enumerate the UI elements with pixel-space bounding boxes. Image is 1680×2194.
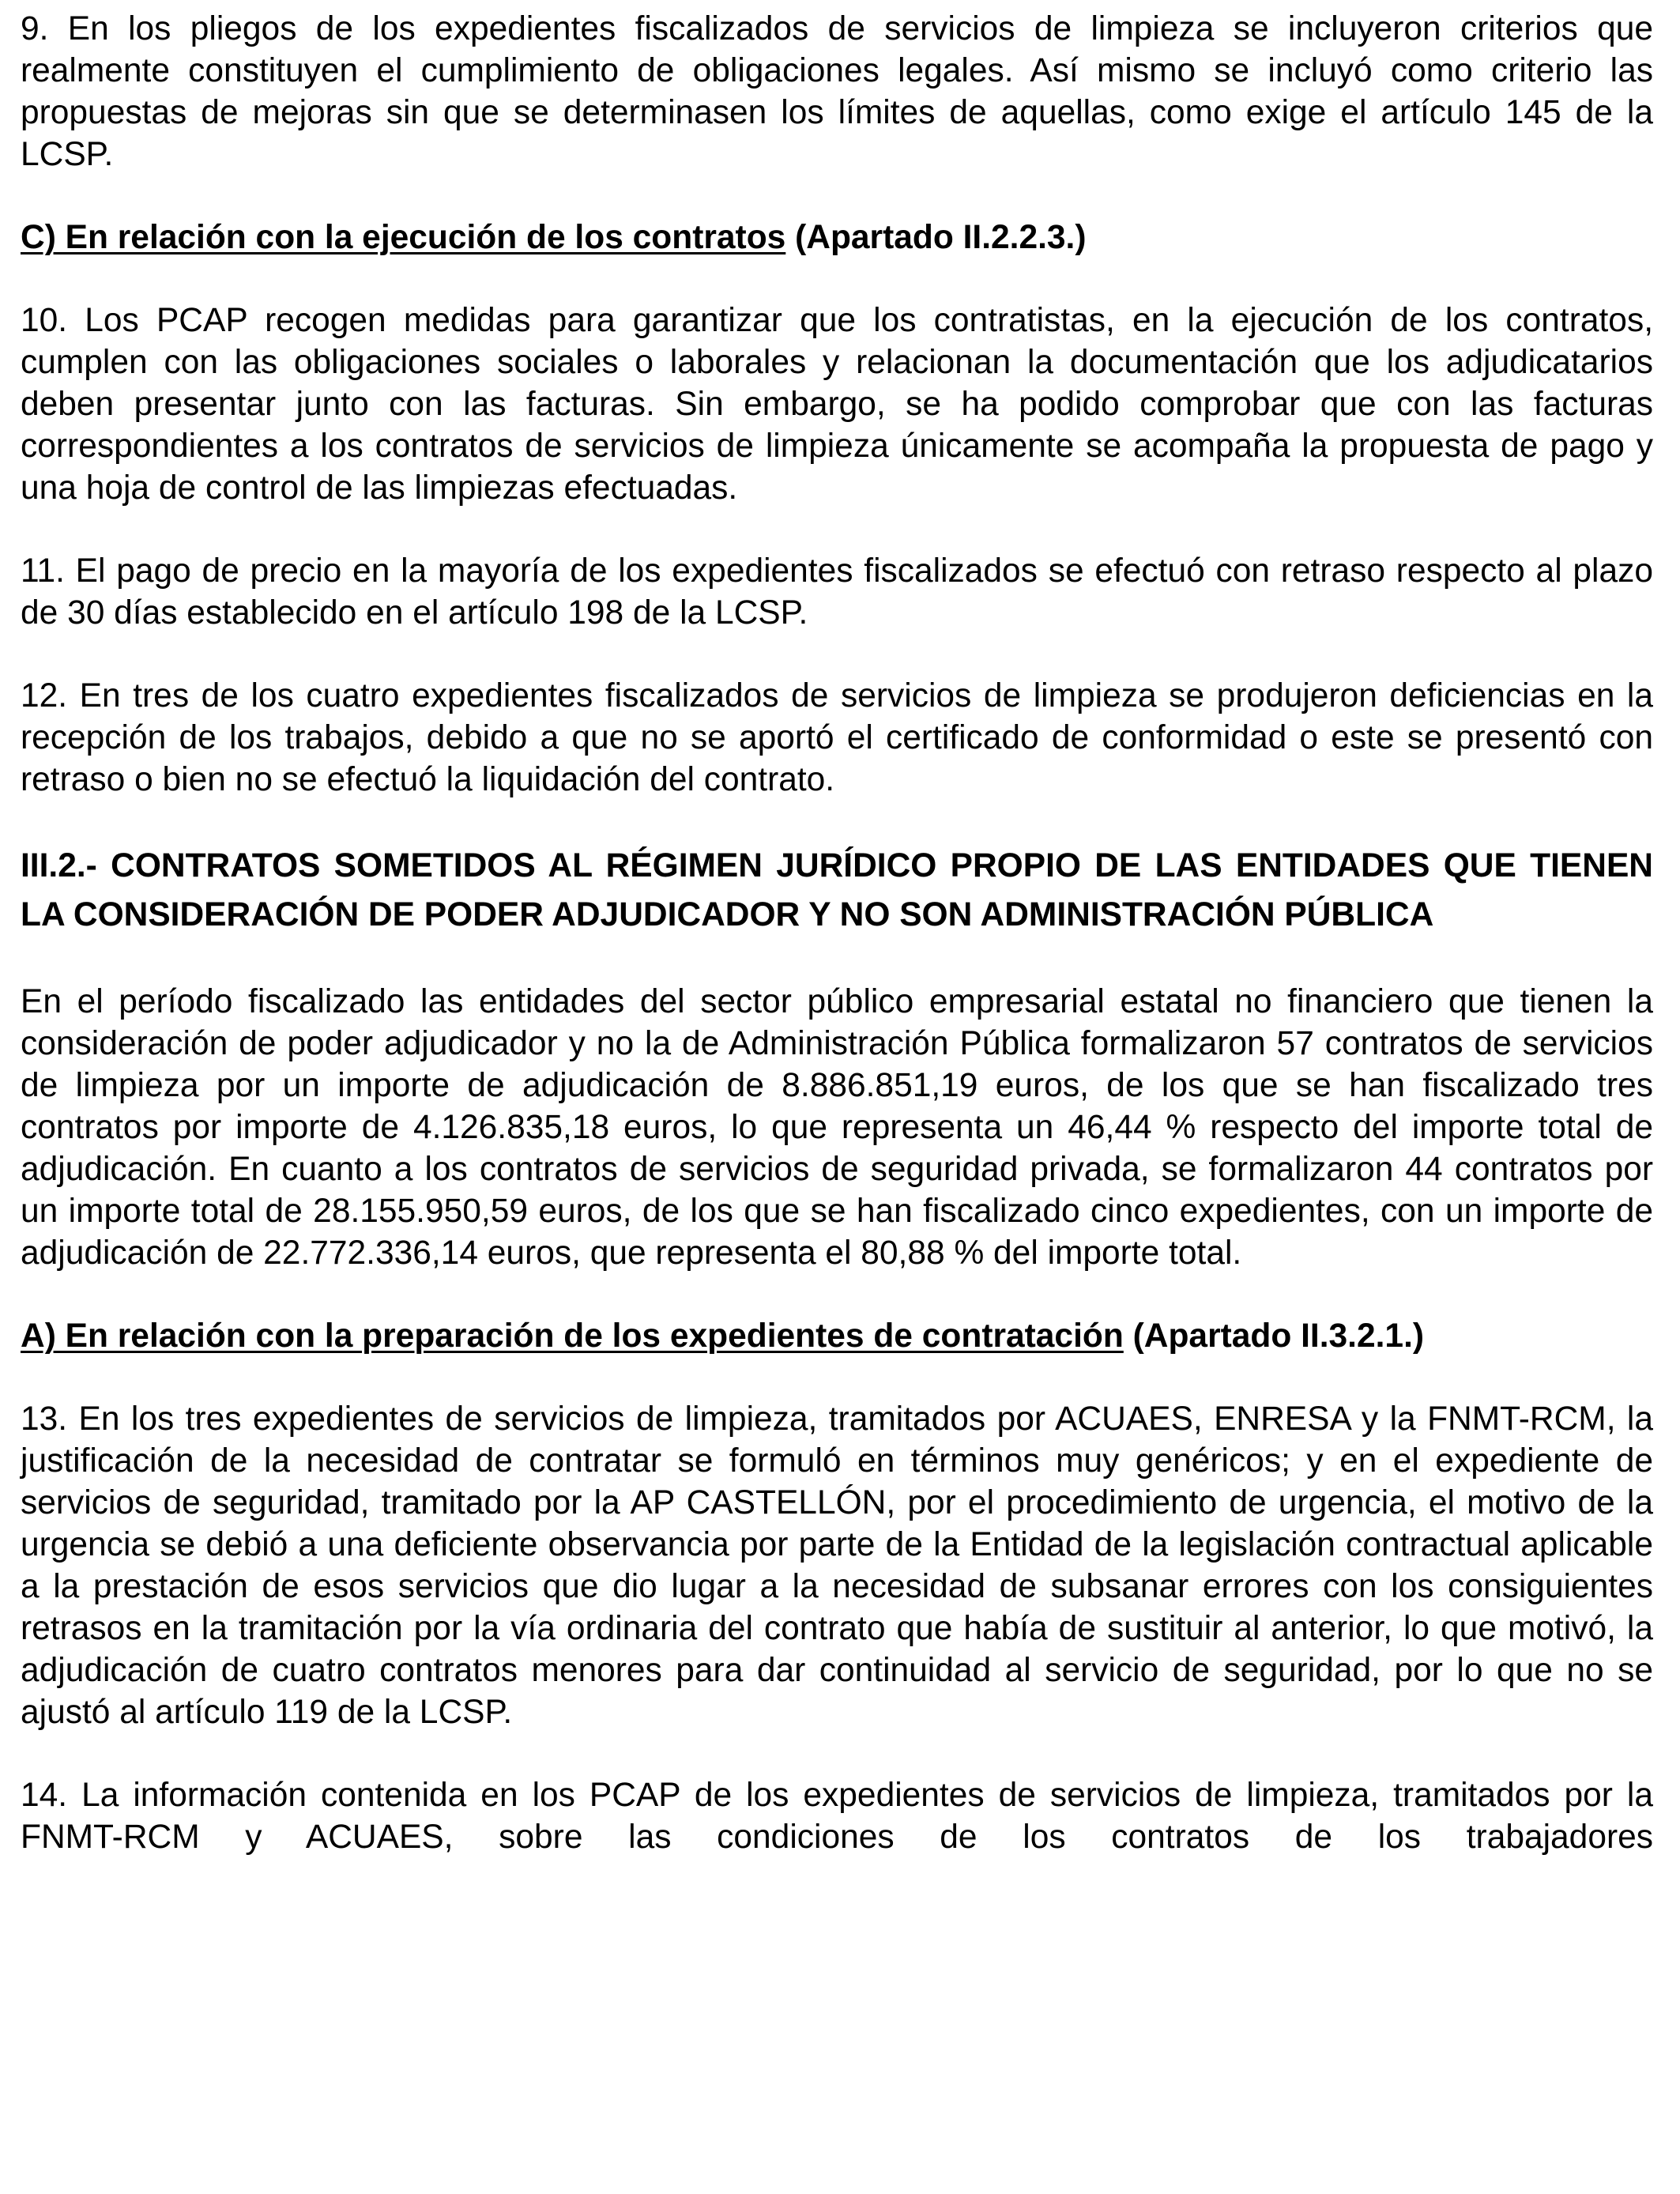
heading-preparation-ref: (Apartado II.3.2.1.) [1123, 1318, 1425, 1355]
heading-execution-contracts [21, 217, 1653, 258]
paragraph-12: 12. En tres de los cuatro expedientes fiscalizados de servicios de limpieza se produjeron deficiencias en la recepción de los trabajos, debido a que no se aportó el certificado de conformidad o este se presentó con retraso o bien no se efectuó la liquidación del contrato. [21, 677, 1653, 798]
paragraph-10: 10. Los PCAP recogen medidas para garantizar que los contratistas, en la ejecución de los contratos, cumplen con las obligaciones sociales o laborales y relacionan la documentación que los adjudicatarios deben presentar junto con las facturas. Sin embargo, se ha podido comprobar que con las facturas correspondientes a los contratos de servicios de limpieza únicamente se acompaña la propuesta de pago y una hoja de control de las limpiezas efectuadas. [21, 302, 1653, 507]
heading-execution-ref: (Apartado II.2.2.3.) [785, 219, 1087, 256]
heading-preparation-title: A) En relación con la preparación de los expedientes de contratación [21, 1318, 1124, 1355]
paragraph-14: 14. La información contenida en los PCAP de los expedientes de servicios de limpieza, tramitados por la FNMT-RCM y ACUAES, sobre las condiciones de los contratos de los trabajadores [21, 1777, 1653, 1856]
paragraph-intro: En el período fiscalizado las entidades del sector público empresarial estatal no financiero que tienen la consideración de poder adjudicador y no la de Administración Pública formalizaron 57 contratos de servicios de limpieza por un importe de adjudicación de 8.886.851,19 euros, de los que se han fiscalizado tres contratos por importe de 4.126.835,18 euros, lo que representa un 46,44 % respecto del importe total de adjudicación. En cuanto a los contratos de servicios de seguridad privada, se formalizaron 44 contratos por un importe total de 28.155.950,59 euros, de los que se han fiscalizado cinco expedientes, con un importe de adjudicación de 22.772.336,14 euros, que representa el 80,88 % del importe total. [21, 983, 1653, 1272]
section-heading-iii2: III.2.- CONTRATOS SOMETIDOS AL RÉGIMEN JURÍDICO PROPIO DE LAS ENTIDADES QUE TIENEN LA CONSIDERACIÓN DE PODER ADJUDICADOR Y NO SON ADMINISTRACIÓN PÚBLICA [21, 847, 1653, 933]
heading-execution-title: C) En relación con la ejecución de los contratos [21, 219, 786, 256]
document-page [21, 8, 1653, 1899]
paragraph-13: 13. En los tres expedientes de servicios de limpieza, tramitados por ACUAES, ENRESA y la FNMT-RCM, la justificación de la necesidad de contratar se formuló en términos muy genéricos; y en el expediente de servicios de seguridad, tramitado por la AP CASTELLÓN, por el procedimiento de urgencia, el motivo de la urgencia se debió a una deficiente observancia por parte de la Entidad de la legislación contractual aplicable a la prestación de esos servicios que dio lugar a la necesidad de subsanar errores con los consiguientes retrasos en la tramitación por la vía ordinaria del contrato que había de sustituir al anterior, lo que motivó, la adjudicación de cuatro contratos menores para dar continuidad al servicio de seguridad, por lo que no se ajustó al artículo 119 de la LCSP. [21, 1400, 1653, 1731]
paragraph-9: 9. En los pliegos de los expedientes fiscalizados de servicios de limpieza se incluyeron criterios que realmente constituyen el cumplimiento de obligaciones legales. Así mismo se incluyó como criterio las propuestas de mejoras sin que se determinasen los límites de aquellas, como exige el artículo 145 de la LCSP. [21, 10, 1653, 173]
paragraph-11: 11. El pago de precio en la mayoría de los expedientes fiscalizados se efectuó con retraso respecto al plazo de 30 días establecido en el artículo 198 de la LCSP. [21, 552, 1653, 631]
heading-preparation-contracts [21, 1315, 1653, 1357]
